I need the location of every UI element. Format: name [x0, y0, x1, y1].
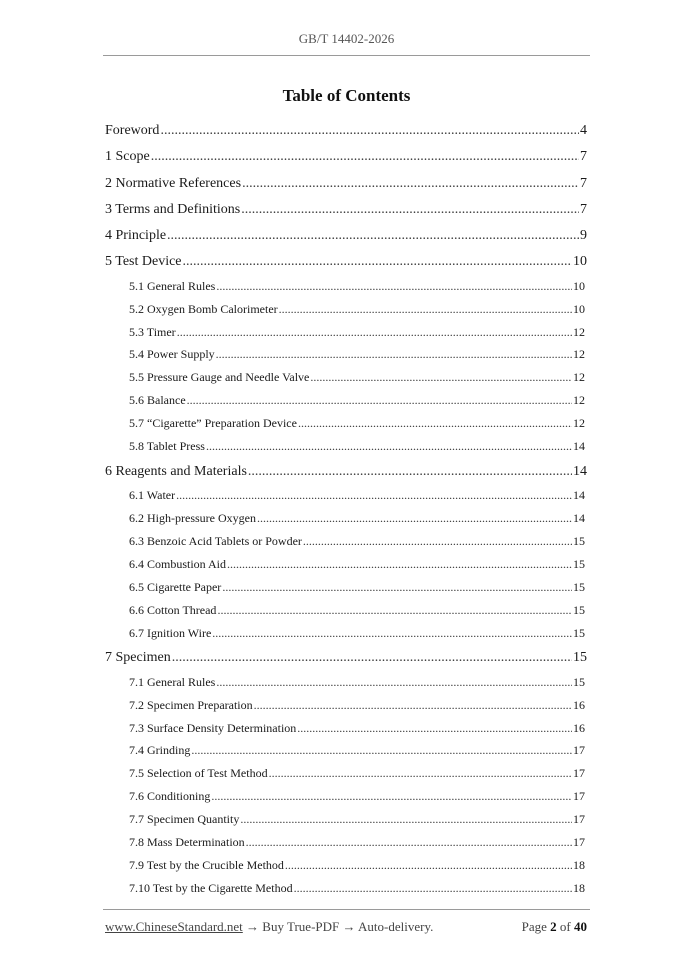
toc-entry[interactable] — [105, 224, 587, 250]
toc-entry-label: 6.2 High-pressure Oxygen — [129, 511, 256, 526]
toc-entry-page: 18 — [573, 880, 585, 895]
dot-leader — [176, 486, 572, 505]
toc-entry-page: 10 — [573, 301, 585, 316]
toc-entry-label: 7.4 Grinding — [129, 743, 191, 758]
dot-leader — [222, 578, 572, 597]
toc-subentry[interactable] — [129, 368, 587, 391]
toc-entry[interactable] — [105, 172, 587, 198]
toc-entry-page: 15 — [573, 602, 585, 617]
table-of-contents — [105, 119, 587, 902]
toc-entry-label: 5.2 Oxygen Bomb Calorimeter — [129, 301, 278, 316]
running-header: GB/T 14402-2026 — [298, 31, 395, 46]
toc-entry-label: 7.2 Specimen Preparation — [129, 697, 253, 712]
toc-subentry[interactable] — [129, 856, 587, 879]
arrow-icon: → — [246, 919, 260, 934]
page-of: of — [556, 919, 574, 934]
page-total: 40 — [574, 919, 587, 934]
toc-entry-page: 4 — [580, 123, 587, 138]
dot-leader — [285, 856, 572, 875]
toc-entry-label: 7 Specimen — [105, 650, 171, 666]
toc-entry-label: 6 Reagents and Materials — [105, 463, 247, 479]
dot-leader — [294, 879, 572, 898]
toc-entry-page: 12 — [573, 416, 585, 431]
toc-subentry[interactable] — [129, 391, 587, 414]
toc-subentry[interactable] — [129, 486, 587, 509]
toc-entry[interactable] — [105, 646, 587, 672]
dot-leader — [187, 391, 572, 410]
toc-entry-page: 12 — [573, 370, 585, 385]
toc-entry-label: 5 Test Device — [105, 254, 182, 270]
toc-entry-page: 15 — [573, 674, 585, 689]
toc-subentry[interactable] — [129, 673, 587, 696]
toc-entry-page: 12 — [573, 347, 585, 362]
toc-entry-label: 7.5 Selection of Test Method — [129, 766, 268, 781]
toc-entry-page: 16 — [573, 720, 585, 735]
dot-leader — [240, 810, 572, 829]
toc-entry-label: 6.5 Cigarette Paper — [129, 579, 222, 594]
toc-entry-page: 7 — [580, 201, 587, 217]
dot-leader — [297, 719, 572, 738]
toc-entry-label: 7.7 Specimen Quantity — [129, 812, 240, 827]
toc-entry-page: 14 — [573, 511, 585, 526]
toc-entry-page: 7 — [580, 175, 587, 191]
toc-entry-page: 16 — [573, 697, 585, 712]
toc-entry-label: 5.6 Balance — [129, 393, 186, 408]
toc-subentry[interactable] — [129, 323, 587, 346]
toc-subentry[interactable] — [129, 300, 587, 323]
footer-divider — [103, 909, 590, 910]
toc-subentry[interactable] — [129, 414, 587, 437]
page-current: 2 — [550, 919, 557, 934]
toc-entry-page: 18 — [573, 857, 585, 872]
toc-entry-label: 3 Terms and Definitions — [105, 201, 241, 217]
arrow-icon: → — [342, 919, 356, 934]
dot-leader — [216, 673, 572, 692]
toc-entry-label: 6.6 Cotton Thread — [129, 602, 217, 617]
toc-entry-page: 14 — [573, 439, 585, 454]
toc-subentry[interactable] — [129, 437, 587, 460]
footer-promo — [105, 919, 433, 935]
dot-leader — [191, 741, 572, 760]
toc-subentry[interactable] — [129, 601, 587, 624]
page-indicator — [522, 919, 587, 935]
toc-entry-label: 7.9 Test by the Crucible Method — [129, 857, 284, 872]
dot-leader — [177, 323, 572, 342]
dot-leader — [217, 601, 572, 620]
footer-text-buy: Buy True-PDF — [259, 919, 343, 934]
toc-entry-label: 1 Scope — [105, 149, 150, 165]
toc-entry[interactable] — [105, 198, 587, 224]
toc-entry-label: 5.7 “Cigarette” Preparation Device — [129, 416, 297, 431]
dot-leader — [279, 300, 572, 319]
toc-subentry[interactable] — [129, 555, 587, 578]
dot-leader — [269, 764, 572, 783]
toc-entry-label: 5.1 General Rules — [129, 278, 216, 293]
toc-subentry[interactable] — [129, 624, 587, 647]
toc-subentry[interactable] — [129, 741, 587, 764]
toc-entry-label: 5.8 Tablet Press — [129, 439, 205, 454]
dot-leader — [241, 199, 579, 220]
toc-entry-label: 7.10 Test by the Cigarette Method — [129, 880, 293, 895]
toc-entry-page: 14 — [573, 488, 585, 503]
dot-leader — [298, 414, 572, 433]
toc-entry-page: 17 — [573, 834, 585, 849]
toc-subentry[interactable] — [129, 719, 587, 742]
toc-entry[interactable] — [105, 145, 587, 171]
toc-subentry[interactable] — [129, 879, 587, 902]
toc-subentry[interactable] — [129, 787, 587, 810]
dot-leader — [151, 146, 579, 167]
toc-entry-label: 7.1 General Rules — [129, 674, 216, 689]
toc-entry-page: 7 — [580, 149, 587, 165]
toc-entry-label: Foreword — [105, 123, 160, 138]
toc-entry-page: 15 — [573, 556, 585, 571]
toc-entry-page: 15 — [573, 579, 585, 594]
toc-subentry[interactable] — [129, 509, 587, 532]
toc-entry-page: 17 — [573, 789, 585, 804]
toc-subentry[interactable] — [129, 764, 587, 787]
dot-leader — [227, 555, 572, 574]
dot-leader — [303, 532, 572, 551]
site-link[interactable]: www.ChineseStandard.net — [105, 919, 243, 934]
dot-leader — [216, 277, 572, 296]
toc-subentry[interactable] — [129, 345, 587, 368]
toc-entry-label: 7.3 Surface Density Determination — [129, 720, 297, 735]
toc-entry-label: 6.3 Benzoic Acid Tablets or Powder — [129, 533, 302, 548]
toc-entry-page: 9 — [580, 228, 587, 244]
page-title: Table of Contents — [282, 86, 411, 105]
dot-leader — [257, 509, 572, 528]
toc-entry[interactable] — [105, 119, 587, 145]
toc-entry-page: 17 — [573, 743, 585, 758]
toc-entry-page: 15 — [573, 533, 585, 548]
toc-subentry[interactable] — [129, 810, 587, 833]
dot-leader — [310, 368, 572, 387]
toc-entry[interactable] — [105, 250, 587, 276]
toc-entry-page: 15 — [573, 650, 587, 666]
toc-entry-page: 10 — [573, 278, 585, 293]
dot-leader — [206, 437, 572, 456]
dot-leader — [254, 696, 572, 715]
dot-leader — [211, 787, 572, 806]
toc-subentry[interactable] — [129, 578, 587, 601]
toc-entry-label: 4 Principle — [105, 228, 167, 244]
dot-leader — [167, 225, 579, 246]
toc-subentry[interactable] — [129, 277, 587, 300]
page-prefix: Page — [521, 919, 551, 934]
toc-subentry[interactable] — [129, 532, 587, 555]
toc-entry-label: 7.8 Mass Determination — [129, 834, 245, 849]
toc-entry-label: 5.3 Timer — [129, 324, 176, 339]
toc-subentry[interactable] — [129, 696, 587, 719]
toc-entry-page: 14 — [573, 463, 587, 479]
dot-leader — [246, 833, 572, 852]
toc-entry-label: 6.1 Water — [129, 488, 176, 503]
toc-entry-label: 5.4 Power Supply — [129, 347, 215, 362]
dot-leader — [216, 345, 572, 364]
toc-entry-page: 10 — [573, 254, 587, 270]
toc-entry-page: 17 — [573, 812, 585, 827]
toc-entry-page: 15 — [573, 625, 585, 640]
dot-leader — [212, 624, 572, 643]
toc-entry-label: 5.5 Pressure Gauge and Needle Valve — [129, 370, 310, 385]
toc-entry-label: 2 Normative References — [105, 175, 242, 191]
dot-leader — [172, 647, 572, 668]
dot-leader — [242, 173, 579, 194]
toc-subentry[interactable] — [129, 833, 587, 856]
header-divider — [103, 55, 590, 56]
toc-entry-label: 6.7 Ignition Wire — [129, 625, 212, 640]
toc-entry-page: 12 — [573, 324, 585, 339]
toc-entry-page: 17 — [573, 766, 585, 781]
toc-entry-label: 7.6 Conditioning — [129, 789, 211, 804]
toc-entry-label: 6.4 Combustion Aid — [129, 556, 227, 571]
dot-leader — [183, 251, 572, 272]
dot-leader — [248, 461, 572, 482]
dot-leader — [160, 120, 579, 141]
toc-entry[interactable] — [105, 460, 587, 486]
toc-entry-page: 12 — [573, 393, 585, 408]
footer-text-delivery: Auto-delivery. — [355, 919, 434, 934]
